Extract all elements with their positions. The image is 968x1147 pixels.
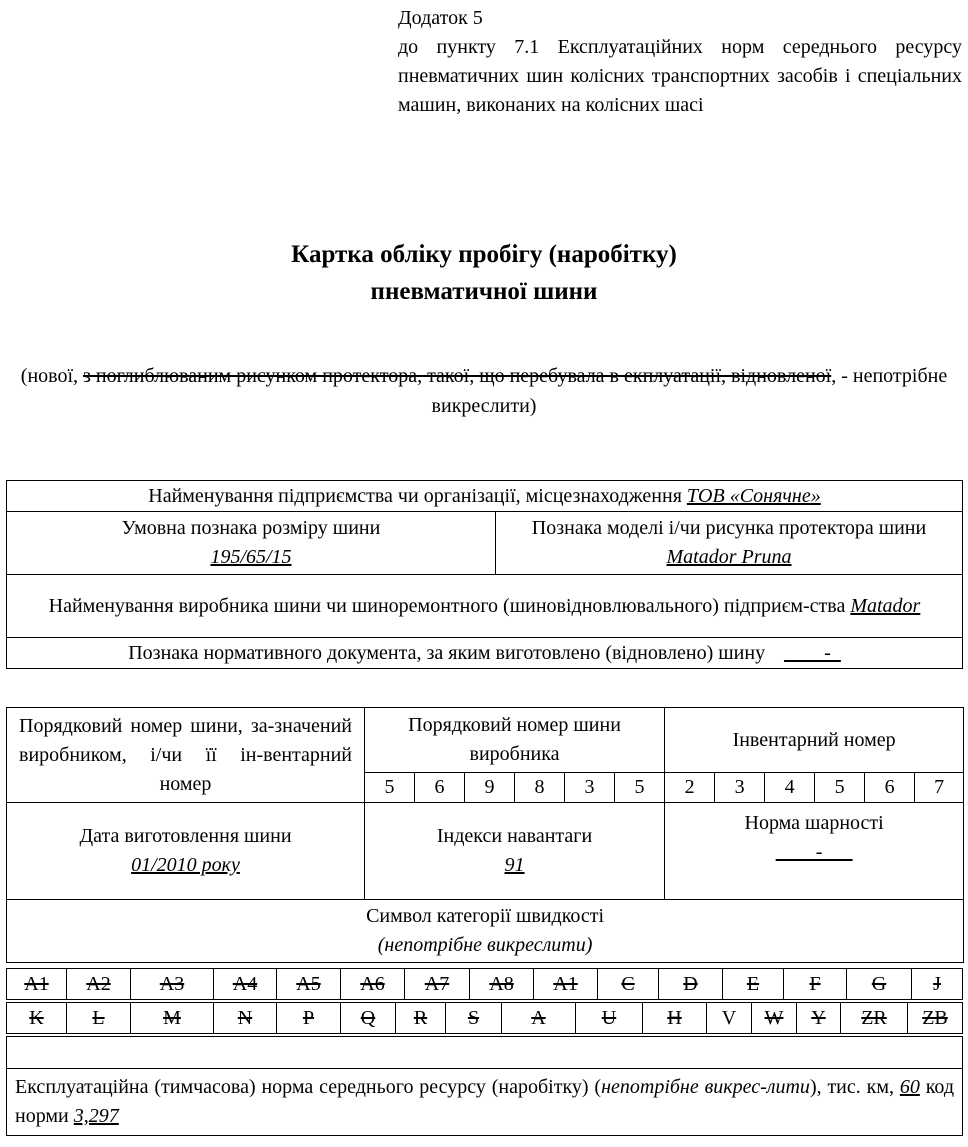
speed-symbol[interactable]: W (752, 1003, 797, 1034)
resource-unit: ), тис. км, (809, 1076, 900, 1098)
speed-symbol[interactable]: F (784, 969, 847, 1000)
manufacturer-value: Matador (850, 594, 921, 617)
card-title (0, 236, 968, 310)
speed-symbol[interactable]: L (67, 1003, 131, 1034)
speed-symbol[interactable]: A3 (131, 969, 214, 1000)
tire-id-table (6, 707, 964, 963)
speed-symbol[interactable]: A7 (405, 969, 470, 1000)
inv-digit: 6 (865, 773, 915, 803)
speed-label: Символ категорії швидкості (366, 905, 605, 927)
size-cell (7, 512, 496, 575)
manufacturer-cell (7, 575, 963, 638)
speed-symbol[interactable]: A2 (67, 969, 131, 1000)
speed-symbol[interactable]: R (396, 1003, 446, 1034)
mfr-serial-label-cell (365, 708, 665, 773)
tire-type-note (10, 361, 958, 421)
resource-code: 3,297 (73, 1105, 119, 1127)
speed-symbol[interactable]: Q (341, 1003, 396, 1034)
speed-symbol[interactable]: M (131, 1003, 214, 1034)
mfr-digit: 5 (365, 773, 415, 803)
mfg-date-cell (7, 803, 365, 900)
speed-symbol[interactable]: D (659, 969, 723, 1000)
resource-code-label: код норми (15, 1076, 954, 1127)
serial-label-cell (7, 708, 365, 803)
note-close: , - непотрібне викреслити) (431, 365, 948, 417)
load-index-cell (365, 803, 665, 900)
speed-symbol[interactable]: U (576, 1003, 643, 1034)
resource-cell (7, 1069, 963, 1136)
inv-digit: 4 (765, 773, 815, 803)
mfr-digit: 5 (615, 773, 665, 803)
mfr-digit: 6 (415, 773, 465, 803)
size-label: Умовна познака розміру шини (121, 517, 381, 539)
speed-hint: (непотрібне викреслити) (377, 934, 593, 956)
mfg-date-label: Дата виготовлення шини (79, 825, 292, 847)
mfr-digit: 8 (515, 773, 565, 803)
resource-table (6, 1036, 963, 1136)
speed-symbol[interactable]: A (502, 1003, 576, 1034)
ply-value: ____-___ (775, 841, 853, 863)
inv-digit: 3 (715, 773, 765, 803)
blank-row (7, 1037, 963, 1069)
speed-symbol[interactable]: ZB (908, 1003, 963, 1034)
speed-symbol[interactable]: J (912, 969, 963, 1000)
annex-reference: до пункту 7.1 Експлуатаційних норм середнього ресурсу пневматичних шин колісних транспортних засобів і спеціальних машин, виконаних на колісних шасі (398, 36, 962, 116)
card-title-line1: Картка обліку пробігу (наробітку) (291, 241, 677, 268)
speed-symbol[interactable]: P (277, 1003, 341, 1034)
serial-label: Порядковий номер шини, за-значений виробником, і/чи її ін-вентарний номер (19, 714, 352, 795)
model-value: Matador Pruna (666, 546, 792, 568)
speed-symbol[interactable]: ZR (841, 1003, 908, 1034)
inv-digit: 7 (915, 773, 964, 803)
inventory-label: Інвентарний номер (732, 728, 896, 751)
norm-doc-label: Познака нормативного документа, за яким виготовлено (відновлено) шину (128, 641, 766, 664)
model-cell (496, 512, 963, 575)
annex-title: Додаток 5 (398, 7, 483, 29)
speed-symbol[interactable]: A5 (277, 969, 341, 1000)
load-index-label: Індекси навантаги (436, 825, 593, 847)
speed-symbols-row2 (6, 1002, 963, 1034)
resource-hint: непотрібне викрес-лити (601, 1076, 810, 1098)
ply-label: Норма шарності (744, 812, 884, 834)
speed-symbol-selected[interactable]: V (707, 1003, 752, 1034)
ply-cell (665, 803, 964, 900)
speed-symbol[interactable]: S (446, 1003, 502, 1034)
speed-symbol[interactable]: E (723, 969, 784, 1000)
mfg-date-value: 01/2010 року (131, 854, 240, 876)
speed-symbol[interactable]: A6 (341, 969, 405, 1000)
note-struck-options: з поглиблюваним рисунком протектора, такої, що перебувала в екплуатації, відновленої (83, 365, 832, 387)
speed-header-cell (7, 900, 964, 963)
speed-symbol[interactable]: A8 (470, 969, 534, 1000)
speed-symbol[interactable]: Y (797, 1003, 841, 1034)
inv-digit: 5 (815, 773, 865, 803)
card-title-line2: пневматичної шини (370, 278, 598, 305)
speed-symbol[interactable]: C (598, 969, 659, 1000)
speed-symbol[interactable]: K (7, 1003, 67, 1034)
norm-doc-value: ____-_ (784, 641, 841, 664)
company-label: Найменування підприємства чи організації, місцезнаходження (148, 484, 682, 507)
annex-block (398, 4, 962, 120)
speed-symbol[interactable]: A1 (7, 969, 67, 1000)
inv-digit: 2 (665, 773, 715, 803)
inventory-label-cell (665, 708, 964, 773)
company-cell (7, 481, 963, 512)
resource-label: Експлуатаційна (тимчасова) норма середнього ресурсу (наробітку) ( (15, 1076, 602, 1098)
speed-symbol[interactable]: H (643, 1003, 707, 1034)
size-value: 195/65/15 (210, 546, 292, 568)
note-open: (нової, (20, 365, 84, 387)
speed-symbol[interactable]: N (214, 1003, 277, 1034)
tire-info-table (6, 480, 963, 669)
norm-doc-cell (7, 638, 963, 669)
company-value: ТОВ «Сонячне» (686, 484, 821, 507)
mfr-digit: 9 (465, 773, 515, 803)
mfr-serial-label: Порядковий номер шини виробника (408, 714, 621, 765)
speed-symbol[interactable]: A4 (214, 969, 277, 1000)
model-label: Познака моделі і/чи рисунка протектора шини (531, 517, 927, 539)
manufacturer-label: Найменування виробника шини чи шиноремонтного (шиновідновлювального) підприєм-ства (48, 594, 846, 617)
mfr-digit: 3 (565, 773, 615, 803)
load-index-value: 91 (504, 854, 525, 876)
speed-symbol[interactable]: A1 (534, 969, 598, 1000)
speed-symbol[interactable]: G (847, 969, 912, 1000)
resource-value: 60 (899, 1076, 920, 1098)
speed-symbols-row1 (6, 968, 963, 1000)
